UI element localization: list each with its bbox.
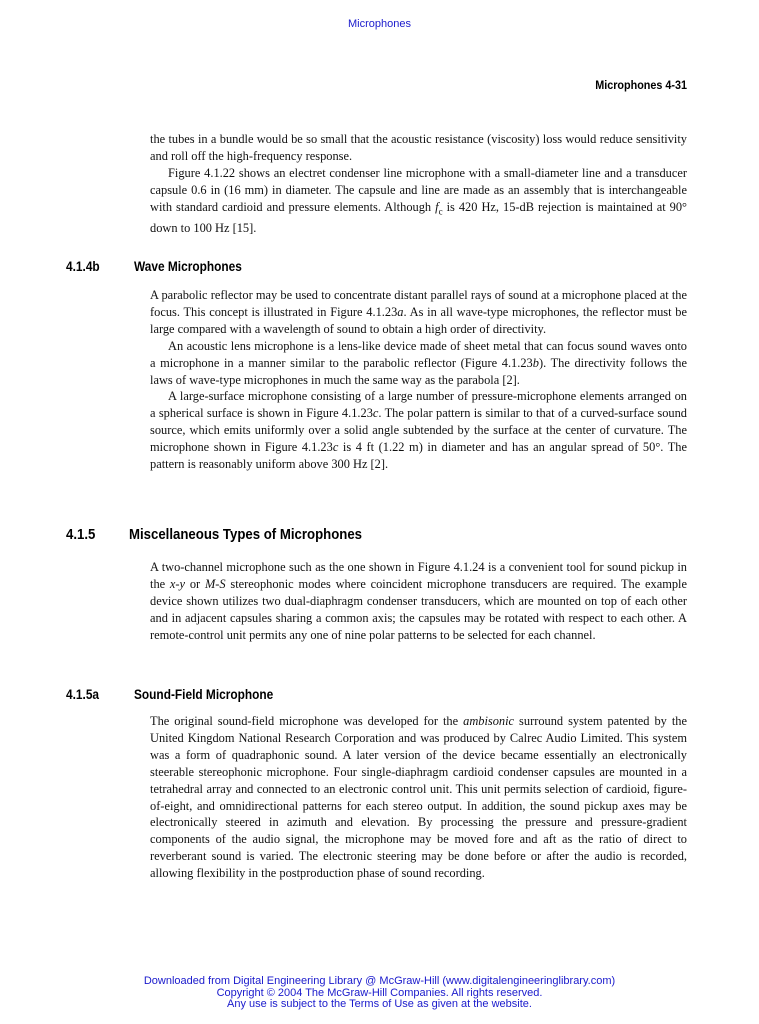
section-title: Sound-Field Microphone	[134, 687, 274, 702]
running-head: Microphones 4-31	[595, 78, 687, 92]
section-heading-4-1-5a	[66, 687, 292, 702]
sound-field-body	[150, 713, 687, 882]
section-heading-4-1-5	[66, 526, 394, 543]
section-heading-4-1-4b	[66, 259, 257, 274]
paragraph: The original sound-field microphone was developed for the ambisonic surround system patented by the United Kingdom National Research Corporation and was produced by Calrec Audio Limited. This system was a form of quadraphonic sound. A later version of the device became essentially an electronically steerable stereophonic microphone. Four single-diaphragm cardioid condenser capsules are mounted in a tetrahedral array and connected to an electronic control unit. This unit permits selection of cardioid, figure-of-eight, and omnidirectional patterns for each stereo output. In addition, the sound pickup axes may be electronically steered in azimuth and elevation. By processing the pressure and pressure-gradient components of the audio signal, the microphone may be moved fore and aft as the ratio of direct to reverberant sound is varied. The electronic steering may be done before or after the audio is recorded, allowing flexibility in the postproduction phase of sound recording.	[150, 714, 687, 881]
paragraph: A two-channel microphone such as the one shown in Figure 4.1.24 is a convenient tool for sound pickup in the x-y or M-S stereophonic modes where coincident microphone transducers are required. The example device shown utilizes two dual-diaphragm condenser transducers, which are mounted on top of each other and in adjacent capsules sharing a common axis; the capsules may be rotated with respect to each other. A remote-control unit permits any one of nine polar patterns to be selected for each channel.	[150, 560, 687, 642]
footer	[0, 976, 759, 1011]
footer-terms-link[interactable]: Any use is subject to the Terms of Use as given at the website.	[227, 998, 532, 1010]
top-chapter-link[interactable]: Microphones	[348, 18, 411, 30]
continuation-paragraph-2: Figure 4.1.22 shows an electret condenser line microphone with a small-diameter line and a transducer capsule 0.6 in (16 mm) in diameter. The capsule and line are made as an assembly that is interchangeable with standard cardioid and pressure elements. Although $f_c$ is 420 Hz, 15-dB rejection is maintained at 90° down to 100 Hz [15].	[150, 165, 687, 235]
footer-copyright: Copyright © 2004 The McGraw-Hill Companies. All rights reserved.	[216, 986, 543, 999]
section-title: Miscellaneous Types of Microphones	[129, 526, 363, 543]
continuation-paragraph: the tubes in a bundle would be so small that the acoustic resistance (viscosity) loss would reduce sensitivity and roll off the high-frequency response.	[150, 132, 687, 163]
paragraph: A large-surface microphone consisting of a large number of pressure-microphone elements arranged on a spherical surface is shown in Figure 4.1.23c. The polar pattern is similar to that of a curved-surface sound source, which emits uniformly over a solid angle subtended by the surface at the center of curvature. The microphone shown in Figure 4.1.23c is 4 ft (1.22 m) in diameter and has an angular spread of 50°. The pattern is reasonably uniform above 300 Hz [2].	[150, 389, 687, 472]
misc-microphones-body	[150, 559, 687, 644]
paragraph: A parabolic reflector may be used to concentrate distant parallel rays of sound at a microphone placed at the focus. This concept is illustrated in Figure 4.1.23a. As in all wave-type microphones, the reflector must be large compared with a wavelength of sound to obtain a high order of directivity.	[150, 288, 687, 336]
section-number: 4.1.5a	[66, 687, 100, 702]
continuation-block	[150, 131, 687, 237]
footer-download-link[interactable]: Downloaded from Digital Engineering Library @ McGraw-Hill (www.digitalengineeringlibrary.com)	[143, 975, 616, 987]
paragraph: An acoustic lens microphone is a lens-like device made of sheet metal that can focus sound waves onto a microphone in a manner similar to the parabolic reflector (Figure 4.1.23b). The directivity follows the laws of wave-type microphones in much the same way as the parabola [2].	[150, 338, 687, 387]
section-number: 4.1.4b	[66, 259, 100, 274]
section-title: Wave Microphones	[134, 259, 242, 274]
section-number: 4.1.5	[66, 526, 96, 543]
wave-microphones-body	[150, 287, 687, 473]
